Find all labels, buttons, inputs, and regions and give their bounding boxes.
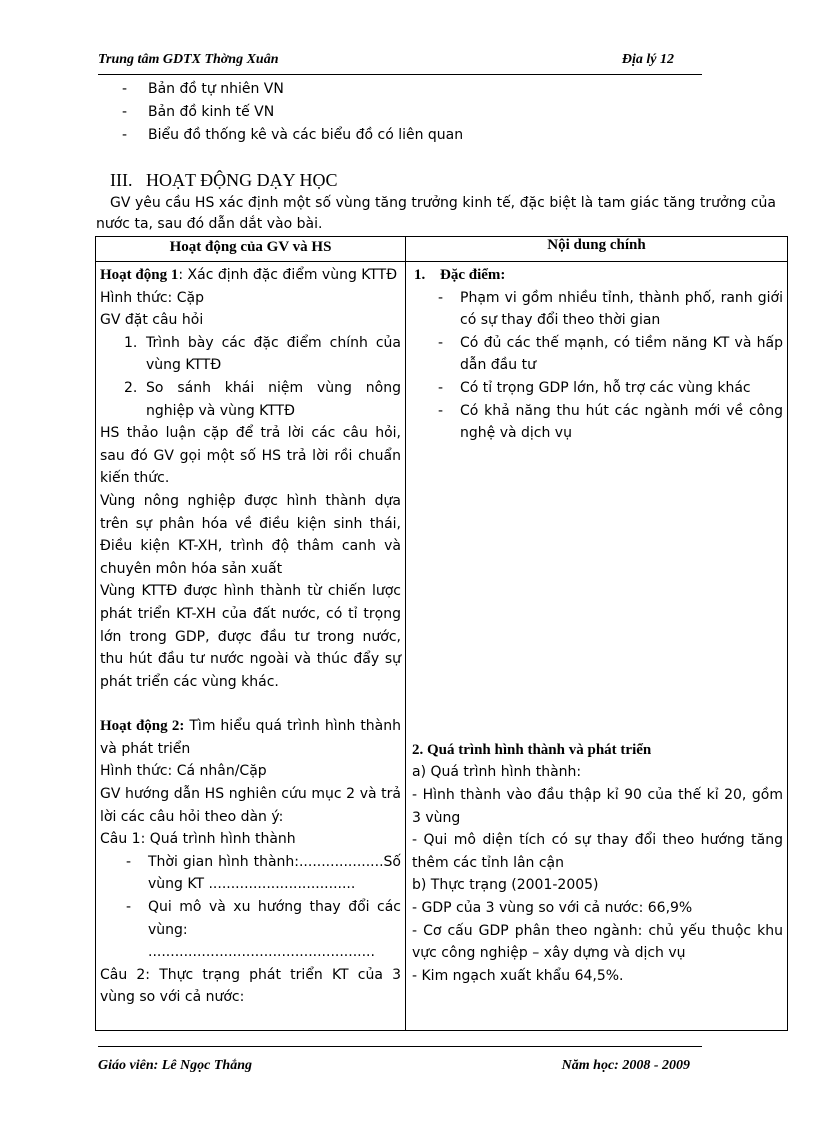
question-1-item-text: Thời gian hình thành:...................Số vùng KT ................................. (148, 853, 401, 893)
section-number: III. (110, 170, 133, 190)
page-header (98, 50, 702, 76)
content-1-title: Đặc điểm: (440, 267, 506, 283)
content-2-a1: - Hình thành vào đầu thập kỉ 90 của thế kỉ 20, gồm 3 vùng (412, 786, 783, 826)
question-1: Câu 1: Quá trình hình thành (100, 831, 296, 848)
content-2-b1: - GDP của 3 vùng so với cả nước: 66,9% (412, 899, 693, 916)
page-footer (98, 1046, 702, 1076)
activity-2-label: Hoạt động 2: (100, 718, 185, 735)
activity-1-ask: GV đặt câu hỏi (100, 312, 204, 329)
list-item: - Bản đồ kinh tế VN (120, 101, 463, 124)
list-item: - Biểu đồ thống kê và các biểu đồ có liên quan (120, 124, 463, 147)
col-header-activities: Hoạt động của GV và HS (96, 237, 406, 262)
lesson-table (95, 236, 788, 1031)
footer-year: Năm học: 2008 - 2009 (561, 1058, 690, 1073)
content-2-b3: - Kim ngạch xuất khẩu 64,5%. (412, 967, 624, 984)
list-item: - Có khả năng thu hút các ngành mới về công nghệ và dịch vụ (438, 402, 783, 442)
question-2: Câu 2: Thực trạng phát triển KT của 3 vùng so với cả nước: (100, 966, 401, 1006)
list-item-text: Phạm vi gồm nhiều tỉnh, thành phố, ranh giới có sự thay đổi theo thời gian (460, 289, 783, 329)
activity-1-agri-region: Vùng nông nghiệp được hình thành dựa trên sự phân hóa về điều kiện sinh thái, Điều kiện KT-XH, trình độ thâm canh và chuyên môn hóa sản xuất (100, 492, 401, 577)
intro-text: GV yêu cầu HS xác định một số vùng tăng trưởng kinh tế, đặc biệt là tam giác tăng trưởng của nước ta, sau đó dẫn dắt vào bài. (96, 195, 776, 232)
activity-1-form: Hình thức: Cặp (100, 289, 204, 306)
content-2-title: 2. Quá trình hình thành và phát triển (412, 741, 652, 758)
list-item-text: Có khả năng thu hút các ngành mới về công nghệ và dịch vụ (460, 402, 783, 442)
list-item: - Bản đồ tự nhiên VN (120, 78, 463, 101)
activity-2-guide: GV hướng dẫn HS nghiên cứu mục 2 và trả lời các câu hỏi theo dàn ý: (100, 786, 401, 825)
activity-1-title: : Xác định đặc điểm vùng KTTĐ (178, 267, 398, 283)
intro-paragraph (96, 193, 776, 235)
question-1-item: - Thời gian hình thành:...................Số vùng KT ................................. (126, 853, 401, 893)
question-1-item-text: Qui mô và xu hướng thay đổi các vùng: ................................................... (148, 899, 401, 961)
footer-rule (98, 1046, 702, 1047)
content-2-b2: - Cơ cấu GDP phân theo ngành: chủ yếu thuộc khu vực công nghiệp – xây dựng và dịch vụ (412, 922, 783, 962)
question-number: 1. (124, 334, 138, 351)
footer-teacher: Giáo viên: Lê Ngọc Thắng (98, 1058, 252, 1073)
materials-list (120, 78, 463, 147)
content-2-b: b) Thực trạng (2001-2005) (412, 877, 599, 894)
list-item-text: Có tỉ trọng GDP lớn, hỗ trợ các vùng khác (460, 379, 751, 396)
header-subject: Địa lý 12 (621, 52, 674, 67)
content-1-number: 1. (414, 267, 426, 283)
activity-2-title: Tìm hiểu quá trình hình thành và phát triển (100, 718, 402, 757)
question-item (100, 332, 401, 377)
question-text: So sánh khái niệm vùng nông nghiệp và vùng KTTĐ (146, 379, 401, 419)
activities-cell (96, 262, 406, 1031)
activity-1-label: Hoạt động 1 (100, 267, 179, 283)
list-item: - Có tỉ trọng GDP lớn, hỗ trợ các vùng khác (438, 379, 751, 396)
content-cell (406, 262, 788, 1031)
header-rule (98, 74, 702, 75)
header-school: Trung tâm GDTX Thờng Xuân (98, 52, 279, 67)
question-text: Trình bày các đặc điểm chính của vùng KTTĐ (146, 334, 401, 374)
list-item: - Phạm vi gồm nhiều tỉnh, thành phố, ranh giới có sự thay đổi theo thời gian (438, 289, 783, 329)
list-item-text: Có đủ các thế mạnh, có tiềm năng KT và hấp dẫn đầu tư (460, 334, 783, 374)
activity-2 (100, 715, 401, 760)
section-heading (110, 170, 338, 191)
section-title: HOẠT ĐỘNG DẠY HỌC (146, 170, 338, 190)
content-2-a2: - Qui mô diện tích có sự thay đổi theo hướng tăng thêm các tỉnh lân cận (412, 832, 783, 871)
activity-1-discussion: HS thảo luận cặp để trả lời các câu hỏi, sau đó GV gọi một số HS trả lời rồi chuẩn kiến thức. (100, 425, 401, 487)
activity-1-key-region: Vùng KTTĐ được hình thành từ chiến lược phát triển KT-XH của đất nước, có tỉ trọng lớn trong GDP, được đầu tư trong nước, thu hút đầu tư nước ngoài và thúc đẩy sự phát triển các vùng khác. (100, 583, 401, 690)
activity-1 (100, 264, 401, 287)
list-item: - Có đủ các thế mạnh, có tiềm năng KT và hấp dẫn đầu tư (438, 334, 783, 374)
activity-2-form: Hình thức: Cá nhân/Cặp (100, 763, 267, 780)
content-1-heading (412, 264, 783, 287)
question-item (100, 377, 401, 422)
question-1-item: - Qui mô và xu hướng thay đổi các vùng: ................................................... (126, 899, 401, 961)
col-header-content: Nội dung chính (406, 237, 788, 262)
content-2-a: a) Quá trình hình thành: (412, 764, 582, 781)
question-number: 2. (124, 379, 138, 396)
